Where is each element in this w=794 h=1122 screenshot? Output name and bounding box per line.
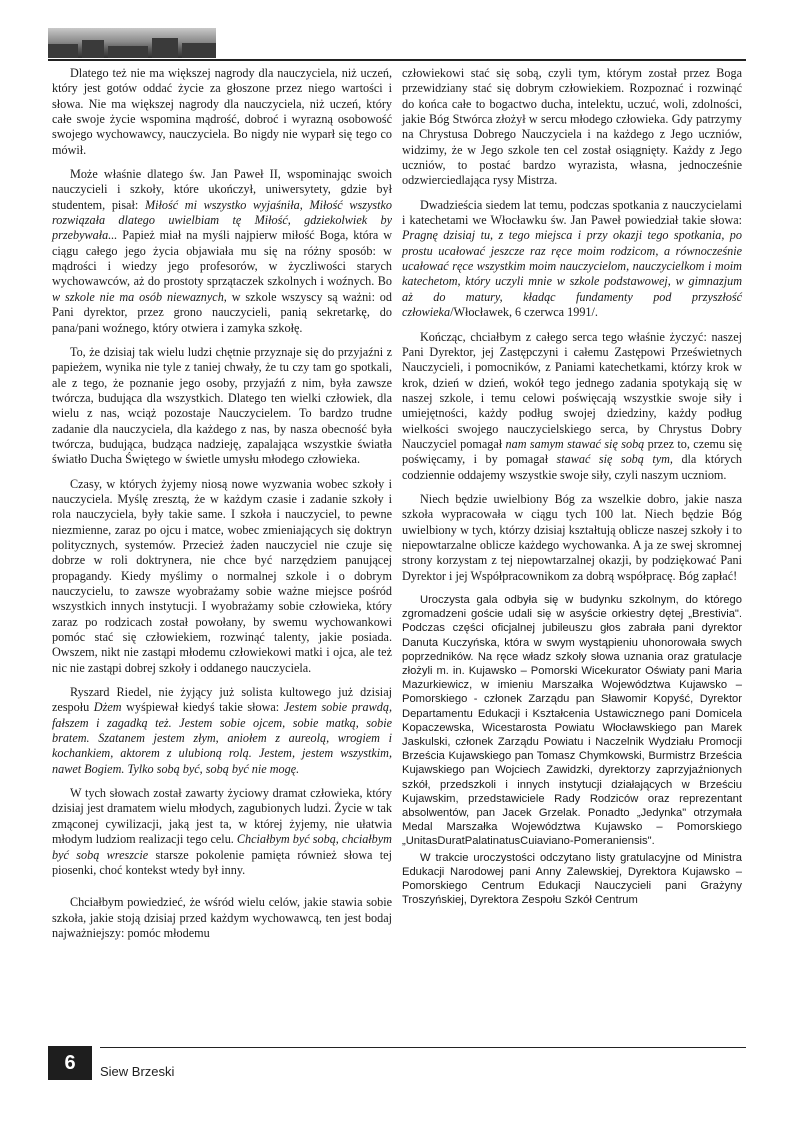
- paragraph: W tych słowach został zawarty życiowy dramat człowieka, który dzisiaj jest dramatem wielu młodych, zagubionych ludzi. Życie w tak zmąconej cywilizacji, jaką jest ta, w której żyjemy, nie ułatwia młodym ludziom realizacji tego celu. Chciałbym być sobą, chciałbym być sobą wreszcie starsze pokolenie pamięta również słowa tej piosenki, choć kontekst wtedy był inny.: [52, 786, 392, 877]
- paragraph: Czasy, w których żyjemy niosą nowe wyzwania wobec szkoły i nauczyciela. Myślę zresztą, że w każdym czasie i zadanie szkoły i rola nauczyciela, były takie same. I szkoła i nauczyciel, to pewne niezmienne, zaraz po ojcu i matce, wobec zmieniających się doktryn politycznych, systemów. Przecież żaden nauczyciel nie czuje się dobrze w roli doktrynera, nie chce być narzędziem panującej propagandy. Kiedy myślimy o normalnej szkole i o dobrym nauczycielu, to zawsze wyobrażamy sobie ważne miejsce pośród wszystkich innych instytucji. I wyobrażamy sobie człowieka, który zaraz po rodzicach został powołany, by swemu wychowankowi pomóc stać się człowiekiem, rozwinąć talenty, jakie posiada. Owszem, nikt nie zastąpi młodemu człowiekowi matki i ojca, ale też nic nie zastąpi dobrej szkoły i oddanego nauczyciela.: [52, 476, 392, 675]
- header-banner-image: [48, 28, 216, 58]
- paragraph: Dwadzieścia siedem lat temu, podczas spotkania z nauczycielami i katechetami we Włocławku św. Jan Paweł powiedział takie słowa: Pragnę dzisiaj tu, z tego miejsca i przy okazji tego spotkania, po prostu ucałować jeszcze raz ręce moim rodzicom, a równocześnie ucałować ręce wszystkim moim nauczycielom, nauczycielkom i moim katechetom, który uczyli mnie w szkole podstawowej, w gimnazjum aż do matury, kładąc fundamenty pod przyszłość człowieka/Włocławek, 6 czerwca 1991/.: [402, 197, 742, 320]
- paragraph: Niech będzie uwielbiony Bóg za wszelkie dobro, jakie nasza szkoła wypracowała w ciągu tych 100 lat. Niech będzie Bóg uwielbiony w tych, którzy dzisiaj kształtują oblicze naszej szkoły i to niepowtarzalne oblicze każdego wychowanka. A ja ze swej skromnej strony korzystam z tej niepowtarzalnej okazji, by podziękować Pani Dyrektor i jej Współpracownikom za dobrą współpracę. Bóg zapłać!: [402, 491, 742, 583]
- header-rule: [48, 59, 746, 61]
- left-column: [52, 66, 392, 950]
- paragraph: Ryszard Riedel, nie żyjący już solista kultowego już dzisiaj zespołu Dżem wyśpiewał kiedyś takie słowa: Jestem sobie prawdą, fałszem i zagadką też. Jestem sobie ojcem, sobie matką, sobie bratem. Szatanem jestem złym, aniołem z aureolą, wrogiem i kochankiem, aktorem z ulubioną rolą. Jestem, jestem wszystkim, nawet Bogiem. Tylko sobą być, sobą być nie mogę.: [52, 685, 393, 776]
- page-number: 6: [48, 1046, 92, 1080]
- right-column: [402, 66, 742, 916]
- paragraph: Uroczysta gala odbyła się w budynku szkolnym, do którego zgromadzeni goście udali się w asyście orkiestry dętej „Brestivia". Podczas części oficjalnej jubileuszu głos zabrała pani dyrektor Danuta Kuczyńska, która w swym wystąpieniu uhonorowała swych poprzedników. Na ręce władz szkoły słowa uznania oraz gratulacje złożyli m. in. Kujawsko – Pomorski Wicekurator Oświaty pani Maria Mazurkiewicz, w imieniu Marszałka Województwa Kujawsko – Pomorskiego - członek Zarządu pan Sławomir Kopyść, Dyrektor Departamentu Edukacji i Kształcenia Ustawicznego pani Domicela Kopaczewska, Wicestarosta Powiatu Włocławskiego pan Marek Jaskulski, członek Zarządu Powiatu i Naczelnik Wydziału Promocji Brześcia Kujawskiego pan Tomasz Chymkowski, Burmistrz Brześcia Kujawskiego pan Wojciech Zawidzki, dyrektorzy zaprzyjaźnionych szkół, przedszkoli i innych instytucji działających w Brześciu Kujawskim, przedstawiciele Rady Rodziców oraz reprezentant absolwentów, pan Jacek Grzelak. Ponadto „Jedynka" otrzymała Medal Marszałka Województwa Kujawsko – Pomorskiego „UnitasDuratPalatinatusCuiaviano-Pomeraniensis".: [402, 594, 742, 848]
- paragraph: W trakcie uroczystości odczytano listy gratulacyjne od Ministra Edukacji Narodowej pani Anny Zalewskiej, Dyrektora Kujawsko – Pomorskiego Centrum Edukacji Nauczycieli pani Grażyny Troszyńskiej, Dyrektora Zespołu Szkół Centrum: [402, 851, 742, 907]
- footer-rule: [100, 1047, 746, 1048]
- paragraph: Kończąc, chciałbym z całego serca tego właśnie życzyć: naszej Pani Dyrektor, jej Zastępczyni i całemu Zastępowi Prześwietnych Nauczycieli, i pomocników, z Paniami katechetkami, którzy krok w krok, dzień w dzień, wokół tego jednego zadania spotykają się w naszej szkole, i temu celowi poświęcają wszystkie swoje siły i umiejętności, każdy podług swojej dziedziny, każdy podług wielkości swojego nauczycielskiego serca, by Chrystus Dobry Nauczyciel pomagał nam samym stawać się sobą przez to, czemu się poświęcamy, i by pomagał stawać się sobą tym, dla których codziennie oddajemy wszystkie swoje siły, czyli naszym uczniom.: [402, 329, 743, 482]
- paragraph: To, że dzisiaj tak wielu ludzi chętnie przyznaje się do przyjaźni z papieżem, wynika nie tyle z taniej chwały, że tu czy tam go spotkali, ale z tego, że poznanie jego osoby, przyjaźń z nim, była zawsze twórcza, budująca dla wszystkich. Dlatego ten wielki człowiek, dla wielu z nas, wciąż pozostaje Nauczycielem. To bardzo trudne zadanie dla nauczyciela, dla każdego z nas, by nasza obecność była twórcza, budująca, budząca nadzieję, zapalająca wszystkie światła światło Ducha Świętego w świetle umysłu młodego człowieka.: [52, 344, 392, 467]
- paragraph: człowiekowi stać się sobą, czyli tym, którym został przez Boga przewidziany stać się dobrym człowiekiem. Rozpoznać i rozwinąć do końca całe to bogactwo ducha, intelektu, uczuć, woli, zdolności, jakie Bóg Stwórca złożył w sercu młodego człowieka. Gdy patrzymy na Chrystusa Dobrego Nauczyciela i na każdego z Jego uczniów, widzimy, że w Jego szkole ten cel został osiągnięty. Każdy z Jego uczniów, to postać bardzo wyrazista, własna, jednocześnie odzwierciedlająca rysy Mistrza.: [402, 66, 742, 188]
- magazine-name: Siew Brzeski: [100, 1064, 175, 1079]
- paragraph: Chciałbym powiedzieć, że wśród wielu celów, jakie stawia sobie szkoła, jakie stoją dzisiaj przed każdym wychowawcą, ten jest bodaj najważniejszy: pomóc młodemu: [52, 895, 392, 940]
- paragraph: Dlatego też nie ma większej nagrody dla nauczyciela, niż uczeń, który jest gotów oddać życie za głoszone przez niego wartości i słowa. Nie ma większej nagrody dla nauczyciela, niż uczeń, który całe swoje życie wspomina mądrość, dobroć i wyrazną osobowość swojego wychowawcy, nauczyciela. Bo nigdy nie wyparł się tego co mówił.: [52, 66, 392, 157]
- paragraph: Może właśnie dlatego św. Jan Paweł II, wspominając swoich nauczycieli i szkoły, które ukończył, uniwersytety, gdzie był studentem, pisał: Miłość mi wszystko wyjaśniła, Miłość wszystko rozwiązała dlatego uwielbiam tę Miłość, gdziekolwiek by przebywała... Papież miał na myśli najpierw miłość Boga, która w ciągu całego jego życia objawiała mu się na różny sposób: w mądrości i wiedzy jego profesorów, w życzliwości starych wychowawców, aż do prostoty sprzątaczek szkolnych i woźnych. Bo w szkole nie ma osób niewaznych, w szkole wszyscy są ważni: od Pani dyrektor, przez grono nauczycieli, panią sekretarkę, do pana/pani woźnego, który otwiera i zamyka szkołę.: [52, 167, 393, 335]
